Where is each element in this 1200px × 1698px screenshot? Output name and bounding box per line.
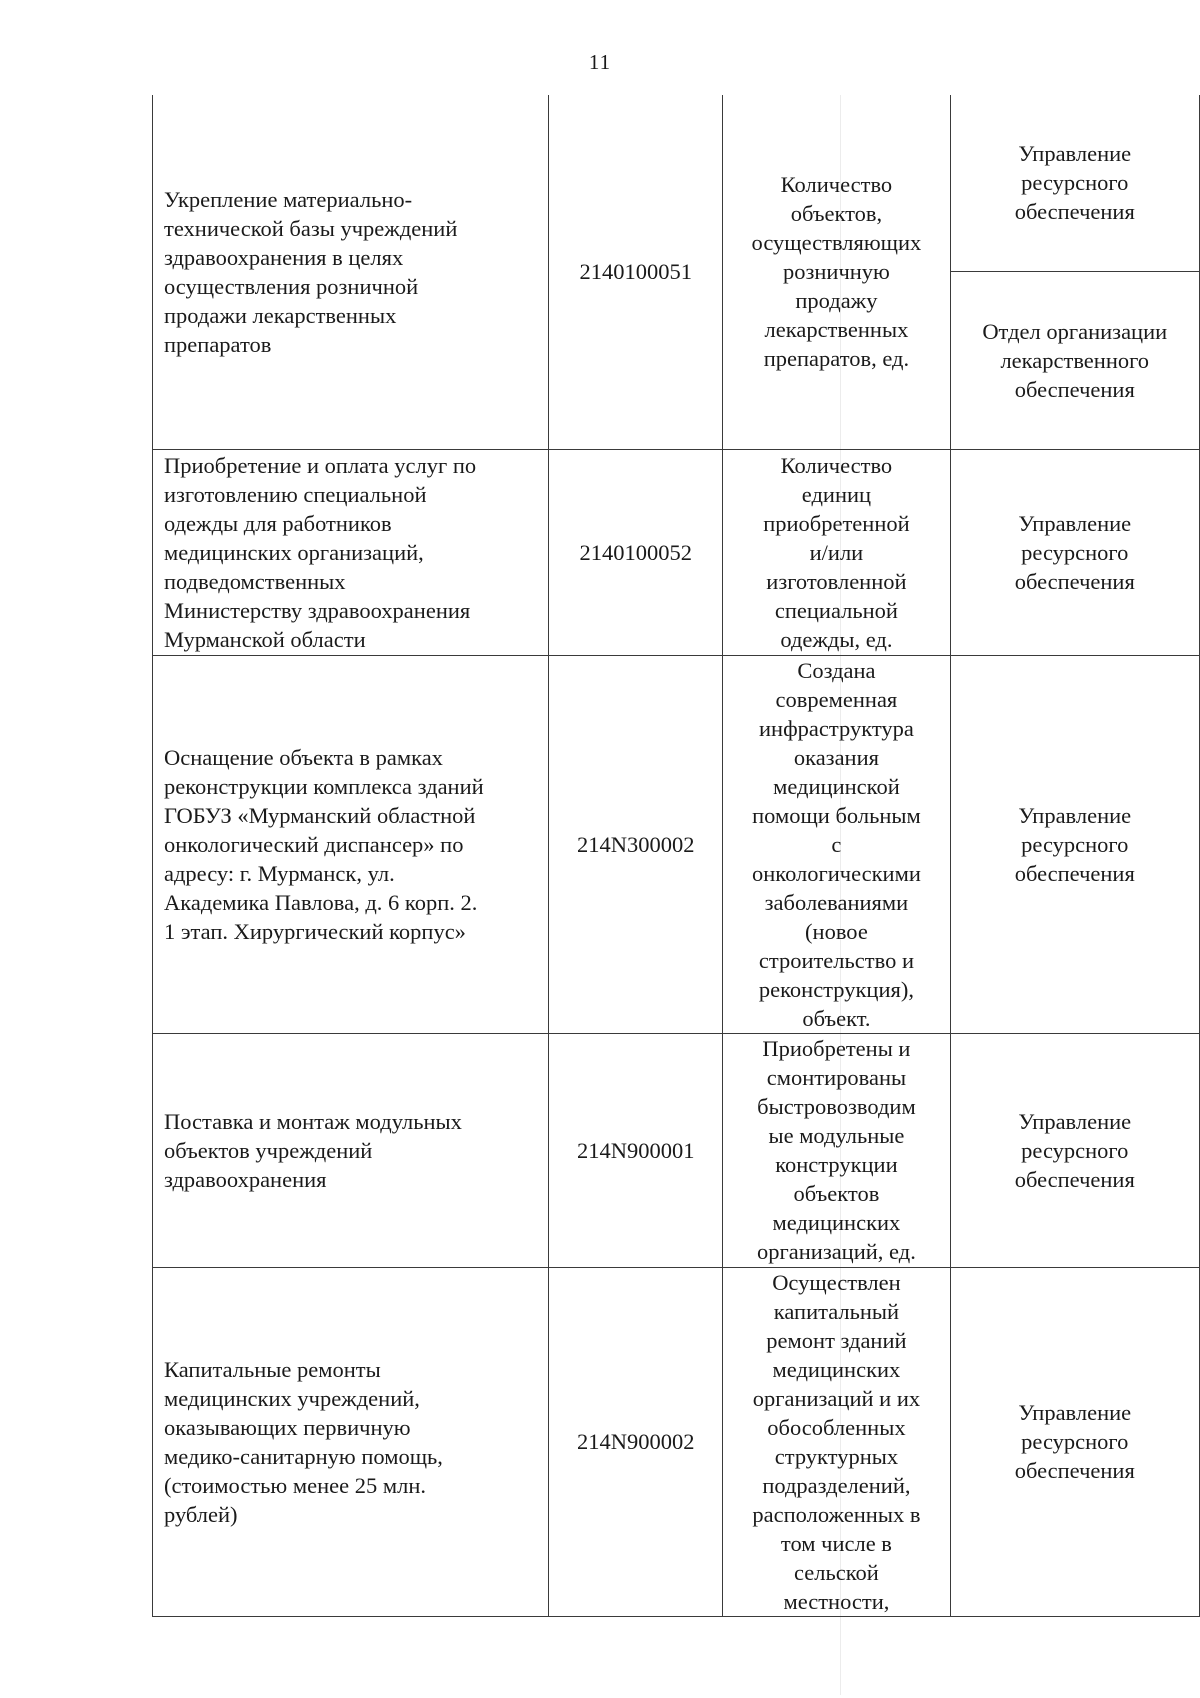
measure-code: 2140100051 (579, 259, 692, 285)
department-cell (950, 1267, 1199, 1616)
measure-name-cell (153, 655, 549, 1033)
measures-table (152, 95, 1200, 1617)
measure-code: 214N900002 (576, 1429, 695, 1454)
department-cell (950, 449, 1199, 655)
table-row (153, 655, 1200, 1033)
indicator-text: Количество объектов, осуществляющих розничную продажу лекарственных препаратов, ед. (751, 172, 922, 372)
measure-name: Капитальные ремонты медицинских учреждений, оказывающих первичную медико-санитарную помощь, (стоимостью менее 25 млн. рублей) (164, 1356, 443, 1527)
indicator-text: Приобретены и смонтированы быстровозводим ые модульные конструкции объектов медицинских организаций, ед. (757, 1036, 916, 1264)
measure-name-cell (153, 1267, 549, 1616)
measure-name: Оснащение объекта в рамках реконструкции комплекса зданий ГОБУЗ «Мурманский областной онкологический диспансер» по адресу: г. Мурманск, ул. Академика Павлова, д. 6 корп. 2. 1 этап. Хирургический корпус» (164, 744, 484, 944)
department-cell (950, 655, 1199, 1033)
indicator-text: Количество единиц приобретенной и/или изготовленной специальной одежды, ед. (763, 452, 910, 652)
measure-code-cell (549, 95, 723, 449)
measure-name-cell (153, 449, 549, 655)
table-row (153, 449, 1200, 655)
measure-name: Укрепление материально- технической базы учреждений здравоохранения в целях осуществления розничной продажи лекарственных препаратов (164, 186, 458, 357)
indicator-cell (723, 1033, 950, 1267)
measure-name: Приобретение и оплата услуг по изготовлению специальной одежды для работников медицинских организаций, подведомственных Министерству здравоохранения Мурманской области (164, 452, 477, 652)
table-row (153, 95, 1200, 271)
department-cell (950, 1033, 1199, 1267)
indicator-text: Осуществлен капитальный ремонт зданий медицинских организаций и их обособленных структурных подразделений, расположенных в том числе в сельской местности, (752, 1269, 921, 1614)
measure-code-cell (549, 449, 723, 655)
measure-name-cell (153, 95, 549, 449)
department-text: Управление ресурсного обеспечения (1014, 141, 1135, 225)
department-cell (950, 95, 1199, 271)
department-text: Управление ресурсного обеспечения (1014, 1108, 1135, 1192)
department-text: Отдел организации лекарственного обеспечения (982, 318, 1168, 402)
indicator-cell (723, 95, 950, 449)
measure-code-cell (549, 1033, 723, 1267)
table-row (153, 1033, 1200, 1267)
department-cell (950, 271, 1199, 449)
table-row (153, 1267, 1200, 1616)
department-text: Управление ресурсного обеспечения (1014, 510, 1135, 594)
measure-code: 214N900001 (576, 1137, 695, 1163)
measure-code: 214N300002 (576, 831, 695, 857)
measure-name-cell (153, 1033, 549, 1267)
indicator-cell (723, 1267, 950, 1616)
indicator-cell (723, 655, 950, 1033)
measure-code-cell (549, 655, 723, 1033)
measure-code: 2140100052 (579, 539, 692, 565)
department-text: Управление ресурсного обеспечения (1014, 802, 1135, 886)
page-number: 11 (588, 50, 612, 74)
department-text: Управление ресурсного обеспечения (1014, 1400, 1135, 1483)
measure-name: Поставка и монтаж модульных объектов учреждений здравоохранения (164, 1108, 462, 1192)
indicator-text: Создана современная инфраструктура оказания медицинской помощи больным с онкологическими заболеваниями (новое строительство и реконструкция), объект. (751, 657, 921, 1031)
measure-code-cell (549, 1267, 723, 1616)
indicator-cell (723, 449, 950, 655)
